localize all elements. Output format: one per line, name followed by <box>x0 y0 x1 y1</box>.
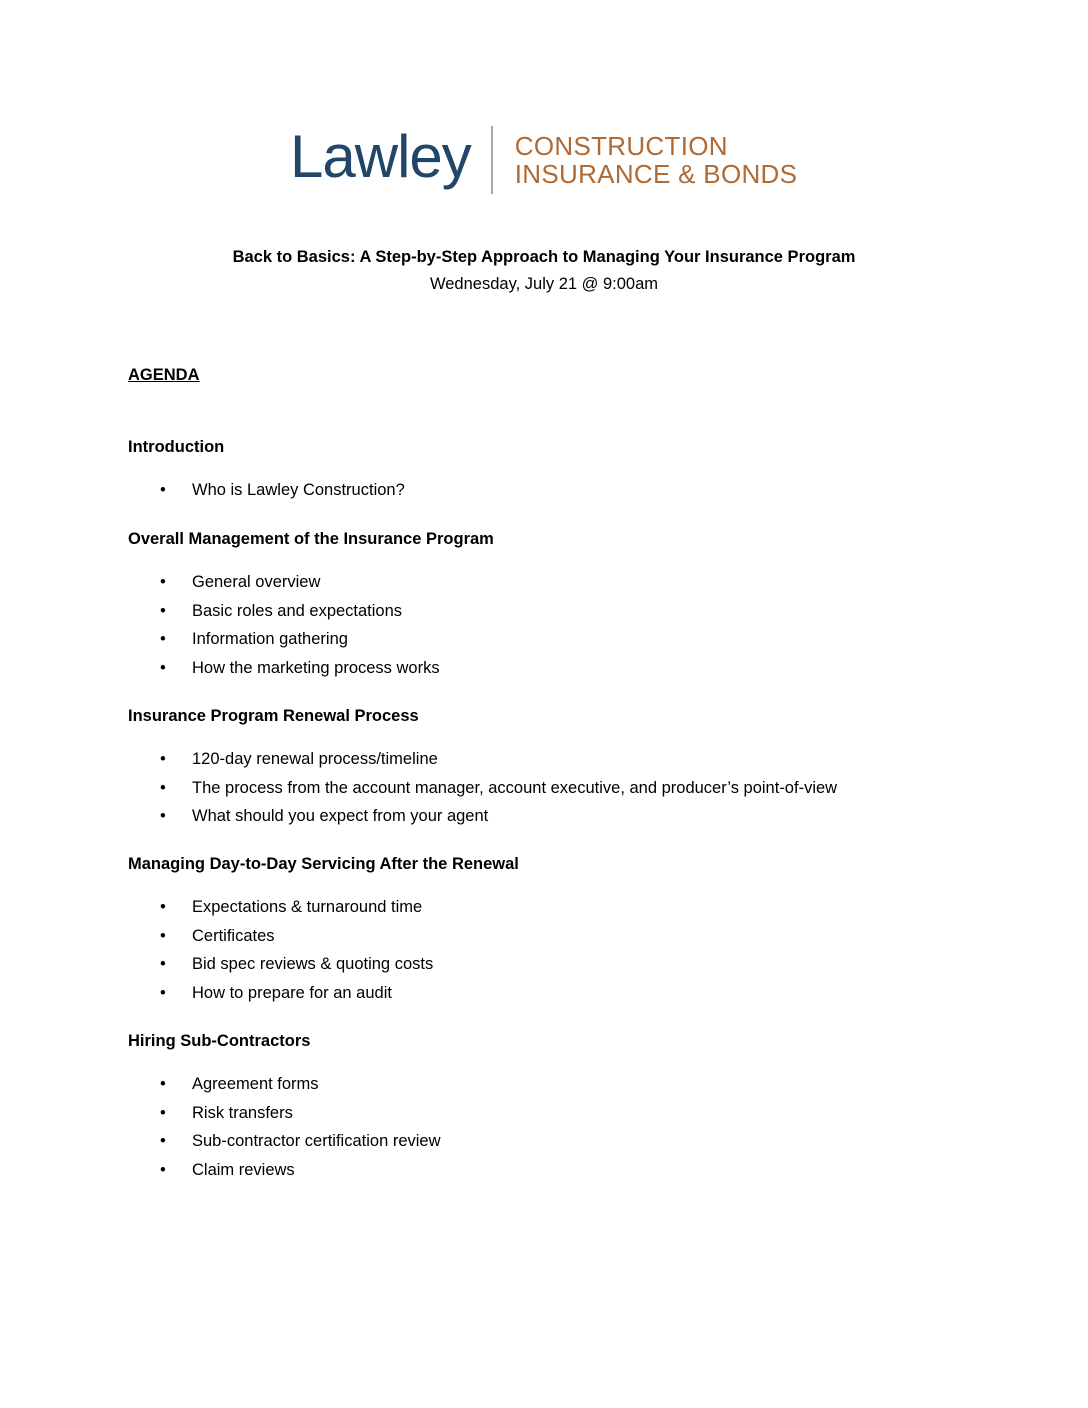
bullet-list <box>128 568 988 683</box>
list-item: • Who is Lawley Construction? <box>128 476 988 505</box>
document-title: Back to Basics: A Step-by-Step Approach to Managing Your Insurance Program <box>232 248 856 266</box>
list-item: • Risk transfers <box>128 1099 988 1128</box>
bullet-list <box>128 1070 988 1185</box>
list-item: • Information gathering <box>128 625 988 654</box>
section-title: Overall Management of the Insurance Program <box>128 530 494 548</box>
agenda-section-introduction <box>128 436 988 505</box>
section-title: Insurance Program Renewal Process <box>128 707 419 725</box>
logo-tagline-line2: INSURANCE & BONDS <box>514 159 798 189</box>
list-item: • 120-day renewal process/timeline <box>128 745 988 774</box>
agenda-section-day-to-day-servicing <box>128 853 988 1008</box>
title-block <box>0 244 1088 298</box>
list-item: • The process from the account manager, account executive, and producer’s point-of-view <box>128 774 988 803</box>
list-item: • Sub-contractor certification review <box>128 1127 988 1156</box>
company-logo <box>290 122 797 198</box>
section-title: Introduction <box>128 438 225 456</box>
section-title: Managing Day-to-Day Servicing After the Renewal <box>128 855 519 873</box>
list-item: • Agreement forms <box>128 1070 988 1099</box>
list-item: • How the marketing process works <box>128 654 988 683</box>
logo-wordmark: Lawley <box>290 123 471 190</box>
event-date: Wednesday, July 21 @ 9:00am <box>429 275 658 293</box>
list-item: • What should you expect from your agent <box>128 802 988 831</box>
agenda-heading: AGENDA <box>128 366 200 384</box>
bullet-list <box>128 893 988 1008</box>
list-item: • How to prepare for an audit <box>128 979 988 1008</box>
agenda-section-hiring-subcontractors <box>128 1030 988 1185</box>
list-item: • Claim reviews <box>128 1156 988 1185</box>
bullet-list <box>128 745 988 831</box>
list-item: • Certificates <box>128 922 988 951</box>
agenda-section-overall-management <box>128 528 988 683</box>
logo-tagline <box>515 132 797 188</box>
bullet-list <box>128 476 988 505</box>
logo-divider <box>491 126 493 194</box>
list-item: • Basic roles and expectations <box>128 597 988 626</box>
agenda-section-renewal-process <box>128 705 988 831</box>
list-item: • Bid spec reviews & quoting costs <box>128 950 988 979</box>
list-item: • General overview <box>128 568 988 597</box>
logo-tagline-line1: CONSTRUCTION <box>514 131 728 161</box>
section-title: Hiring Sub-Contractors <box>128 1032 311 1050</box>
list-item: • Expectations & turnaround time <box>128 893 988 922</box>
